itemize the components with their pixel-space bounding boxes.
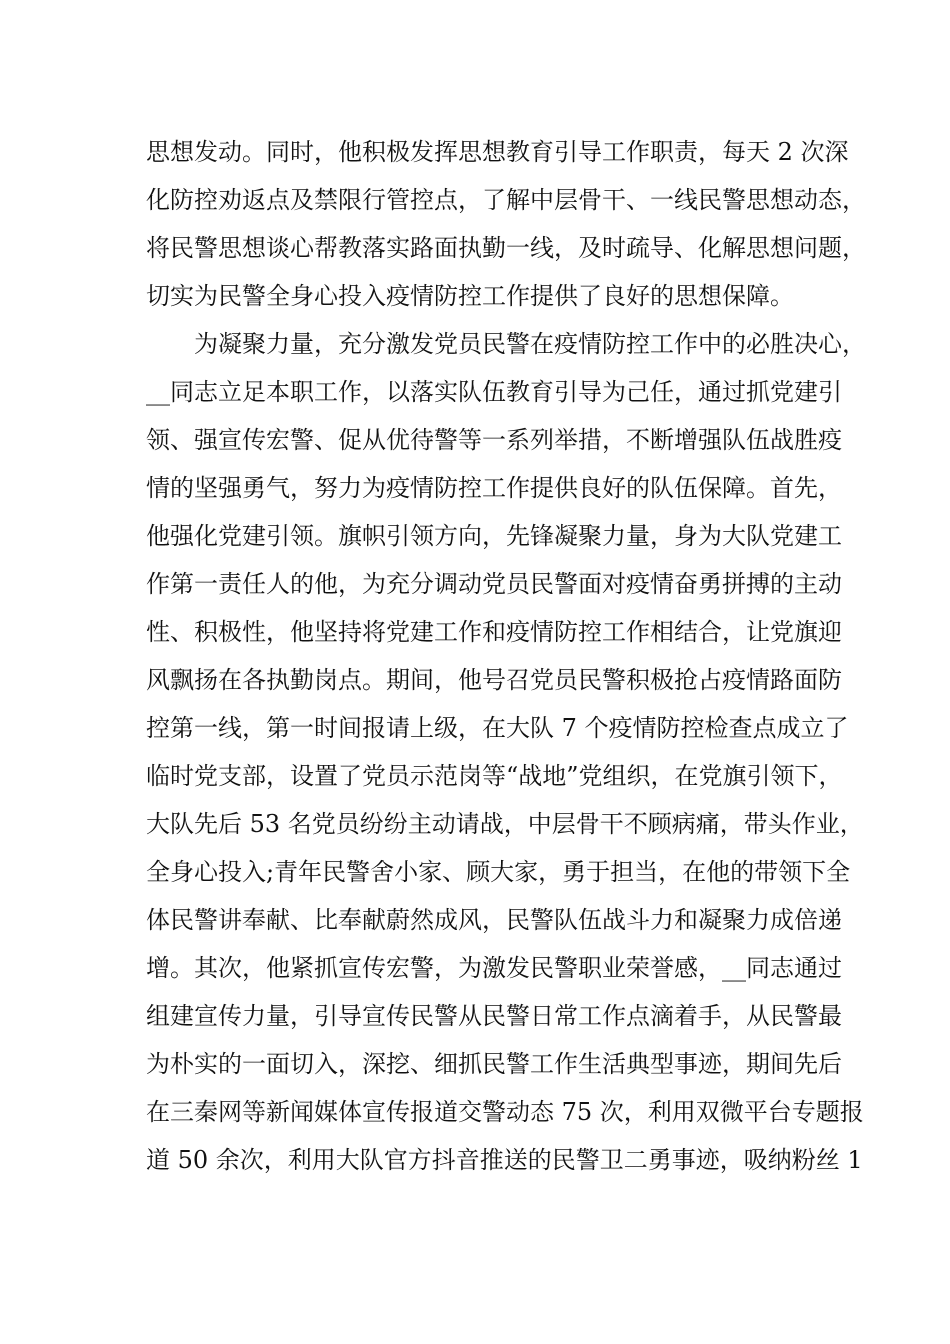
text-line: 作第一责任人的他，为充分调动党员民警面对疫情奋勇拼搏的主动 [146, 570, 842, 598]
text-line: 组建宣传力量，引导宣传民警从民警日常工作点滴着手，从民警最 [146, 1002, 842, 1030]
text-line: 化防控劝返点及禁限行管控点，了解中层骨干、一线民警思想动态， [146, 186, 866, 214]
text-line: 全身心投入;青年民警舍小家、顾大家，勇于担当，在他的带领下全 [146, 858, 851, 886]
text-line: 道 50 余次，利用大队官方抖音推送的民警卫二勇事迹，吸纳粉丝 1 [146, 1146, 863, 1174]
text-line: 情的坚强勇气，努力为疫情防控工作提供良好的队伍保障。首先， [146, 474, 842, 502]
text-line: 体民警讲奉献、比奉献蔚然成风，民警队伍战斗力和凝聚力成倍递 [146, 906, 842, 934]
text-line: 思想发动。同时，他积极发挥思想教育引导工作职责，每天 2 次深 [146, 138, 849, 166]
text-line: 领、强宣传宏警、促从优待警等一系列举措，不断增强队伍战胜疫 [146, 426, 842, 454]
text-line: 为朴实的一面切入，深挖、细抓民警工作生活典型事迹，期间先后 [146, 1050, 842, 1078]
text-line: 性、积极性，他坚持将党建工作和疫情防控工作相结合，让党旗迎 [146, 618, 842, 646]
text-line: 风飘扬在各执勤岗点。期间，他号召党员民警积极抢占疫情路面防 [146, 666, 842, 694]
text-line: 切实为民警全身心投入疫情防控工作提供了良好的思想保障。 [146, 282, 794, 310]
text-line: 临时党支部，设置了党员示范岗等“战地”党组织，在党旗引领下， [146, 762, 843, 790]
text-line: __同志立足本职工作，以落实队伍教育引导为己任，通过抓党建引 [146, 378, 842, 406]
text-line: 大队先后 53 名党员纷纷主动请战，中层骨干不顾病痛，带头作业， [146, 810, 864, 838]
text-line: 为凝聚力量，充分激发党员民警在疫情防控工作中的必胜决心， [146, 330, 866, 358]
text-line: 他强化党建引领。旗帜引领方向，先锋凝聚力量，身为大队党建工 [146, 522, 842, 550]
text-line: 增。其次，他紧抓宣传宏警，为激发民警职业荣誉感，__同志通过 [146, 954, 842, 982]
text-line: 控第一线，第一时间报请上级，在大队 7 个疫情防控检查点成立了 [146, 714, 849, 742]
body-text [146, 128, 866, 1184]
text-line: 将民警思想谈心帮教落实路面执勤一线，及时疏导、化解思想问题， [146, 234, 866, 262]
text-line: 在三秦网等新闻媒体宣传报道交警动态 75 次，利用双微平台专题报 [146, 1098, 864, 1126]
